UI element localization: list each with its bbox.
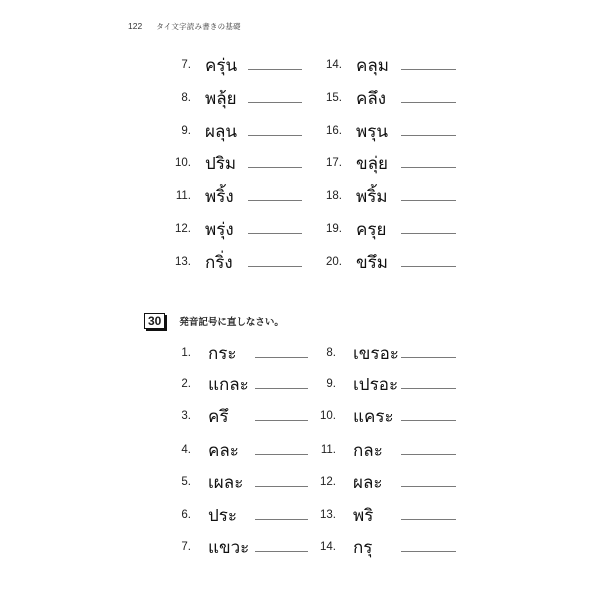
item-number: 9. [326,378,336,390]
item-number: 10. [175,157,191,169]
exercise-item [0,369,600,397]
thai-word: กละ [353,441,383,461]
thai-word: กริ่ง [205,253,233,273]
item-number: 11. [320,444,336,456]
thai-word: แขวะ [208,538,250,558]
exercise-item [0,401,600,429]
thai-word: ขลุ่ย [356,154,388,174]
answer-blank[interactable] [401,233,456,234]
thai-word: กระ [208,344,237,364]
item-number: 12. [175,223,191,235]
page-number: 122 [128,21,143,31]
exercise-item [0,83,600,111]
thai-word: ครึ [208,407,229,427]
exercise-number-badge: 30 [144,313,165,329]
thai-word: ปริม [205,154,237,174]
answer-blank[interactable] [401,454,456,455]
thai-word: แกละ [208,375,249,395]
exercise-item [0,214,600,242]
item-number: 6. [181,509,191,521]
answer-blank[interactable] [401,486,456,487]
item-number: 5. [181,476,191,488]
item-number: 8. [181,92,191,104]
thai-word: พรุน [356,122,388,142]
item-number: 20. [326,256,342,268]
answer-blank[interactable] [401,357,456,358]
exercise-item [0,148,600,176]
answer-blank[interactable] [401,519,456,520]
item-number: 13. [320,509,336,521]
answer-blank[interactable] [401,69,456,70]
answer-blank[interactable] [401,266,456,267]
exercise-item [0,435,600,463]
thai-word: ผละ [353,473,383,493]
exercise-item [0,467,600,495]
thai-word: ขรึม [356,253,388,273]
item-number: 18. [326,190,342,202]
item-number: 3. [181,410,191,422]
exercise-item [0,116,600,144]
exercise-instruction: 発音記号に直しなさい。 [179,317,284,328]
item-number: 14. [320,541,336,553]
item-number: 9. [181,125,191,137]
exercise-item [0,247,600,275]
exercise-item [0,338,600,366]
page-header [128,21,241,32]
item-number: 12. [320,476,336,488]
item-number: 11. [175,190,191,202]
answer-blank[interactable] [401,200,456,201]
item-number: 1. [181,347,191,359]
thai-word: พรุ่ง [205,220,234,240]
thai-word: คละ [208,441,239,461]
exercise-item [0,50,600,78]
thai-word: แคระ [353,407,394,427]
item-number: 19. [326,223,342,235]
thai-word: พริ้ม [356,187,388,207]
thai-word: เขรอะ [353,344,399,364]
exercise-item [0,532,600,560]
book-title: タイ文字読み書きの基礎 [156,22,241,31]
item-number: 4. [181,444,191,456]
thai-word: ครุย [356,220,387,240]
thai-word: กรุ [353,538,373,558]
answer-blank[interactable] [401,167,456,168]
thai-word: เผละ [208,473,244,493]
item-number: 15. [326,92,342,104]
thai-word: พริ [353,506,374,526]
thai-word: พริ้ง [205,187,234,207]
exercise-item [0,500,600,528]
answer-blank[interactable] [401,388,456,389]
thai-word: ครุ่น [205,56,238,76]
thai-word: คลึง [356,89,387,109]
item-number: 14. [326,59,342,71]
item-number: 8. [326,347,336,359]
thai-word: เปรอะ [353,375,399,395]
item-number: 16. [326,125,342,137]
exercise-30-heading [144,313,284,329]
answer-blank[interactable] [401,135,456,136]
exercise-item [0,181,600,209]
thai-word: คลุม [356,56,389,76]
thai-word: พลุ้ย [205,89,237,109]
item-number: 13. [175,256,191,268]
item-number: 10. [320,410,336,422]
answer-blank[interactable] [401,551,456,552]
item-number: 2. [181,378,191,390]
item-number: 7. [181,59,191,71]
item-number: 17. [326,157,342,169]
item-number: 7. [181,541,191,553]
thai-word: ประ [208,506,238,526]
answer-blank[interactable] [401,102,456,103]
thai-word: ผลุน [205,122,237,142]
answer-blank[interactable] [401,420,456,421]
